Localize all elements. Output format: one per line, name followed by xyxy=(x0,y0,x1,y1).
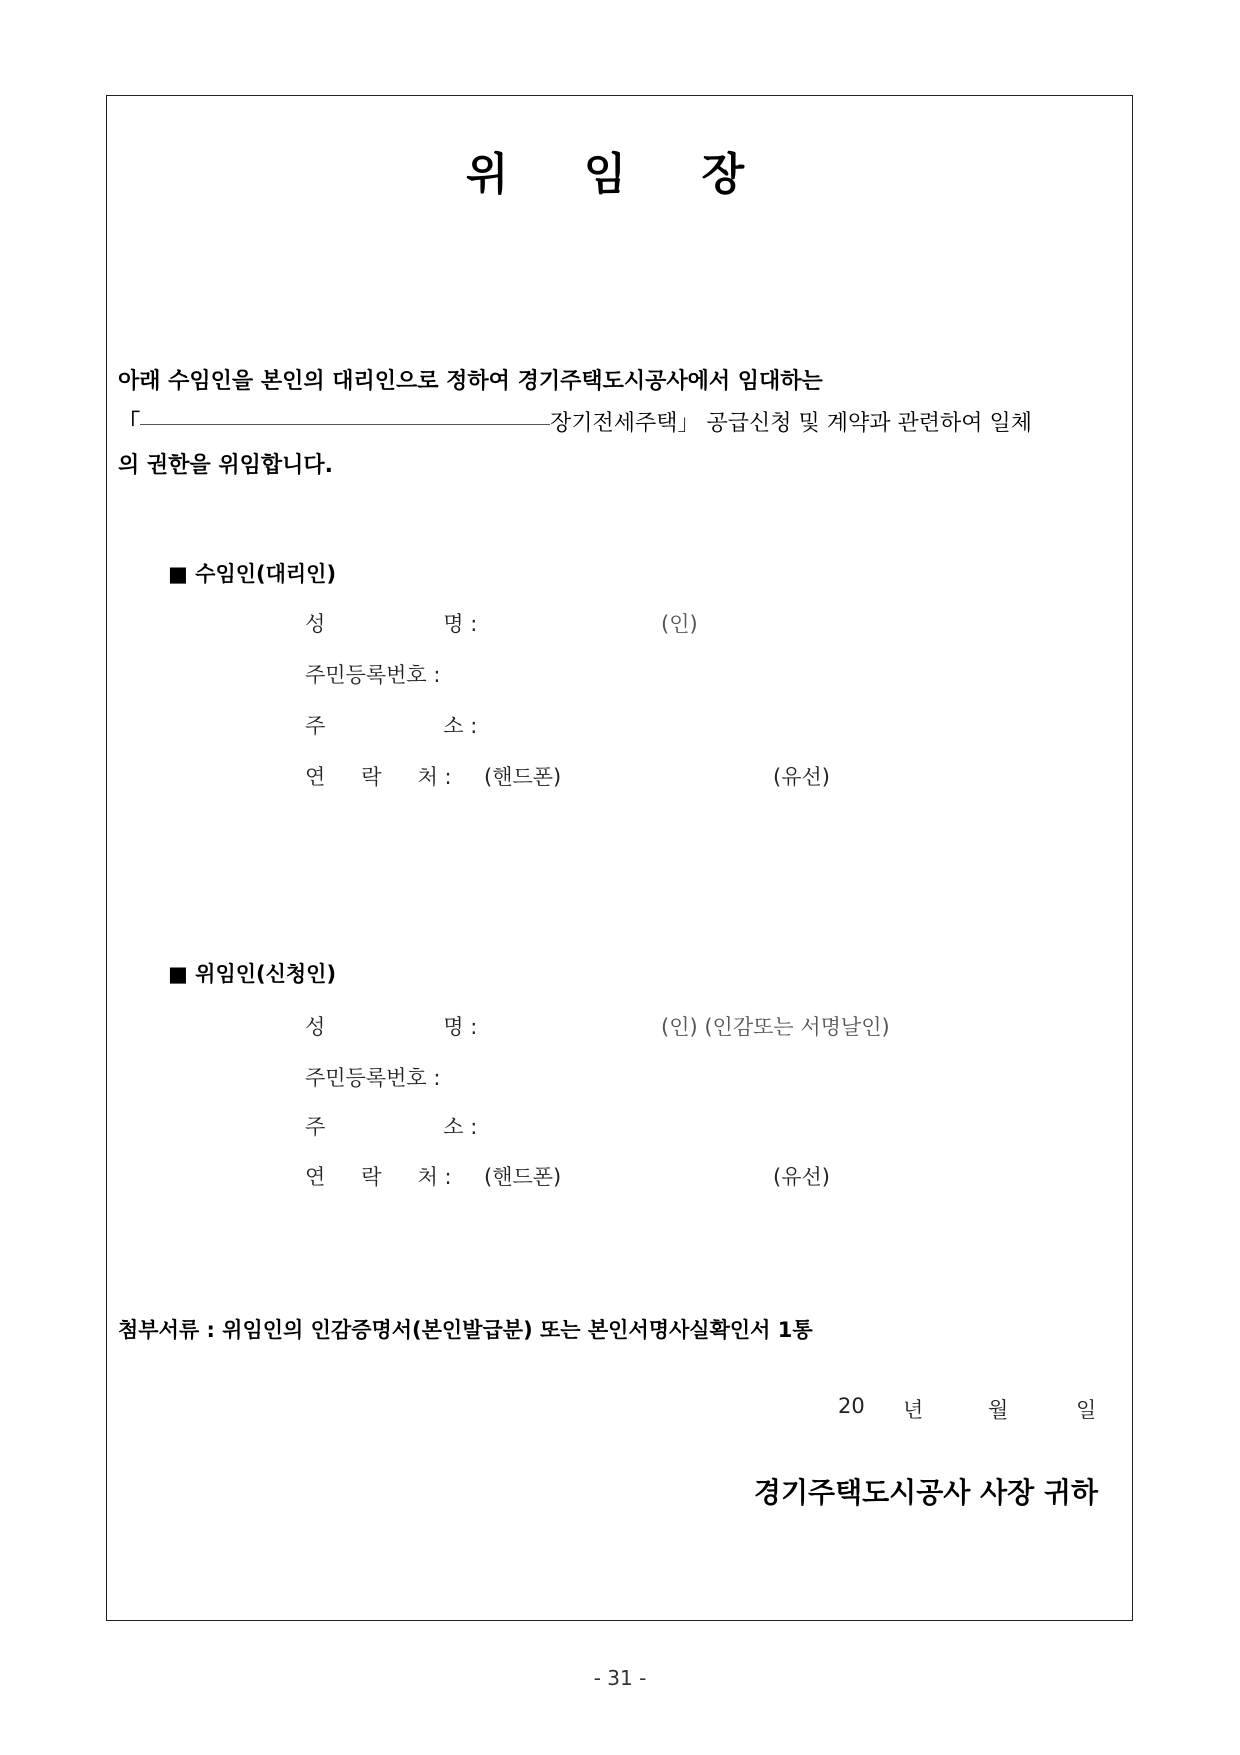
principal-landline: (유선) xyxy=(773,1165,830,1189)
date-month-unit: 월 xyxy=(988,1398,1009,1422)
principal-heading: ■ 위임인(신청인) xyxy=(168,962,337,986)
housing-name-blank[interactable] xyxy=(140,406,550,425)
proxy-name-label: 성 명 : xyxy=(305,612,478,636)
principal-seal: (인) (인감또는 서명날인) xyxy=(661,1015,890,1039)
principal-addr-label: 주 소 : xyxy=(305,1115,478,1139)
intro-line-2-text: 장기전세주택」 공급신청 및 계약과 관련하여 일체 xyxy=(550,411,1033,436)
date-day-unit: 일 xyxy=(1076,1398,1097,1422)
proxy-mobile: (핸드폰) xyxy=(484,765,562,789)
proxy-heading: ■ 수임인(대리인) xyxy=(168,562,337,586)
intro-line-3: 의 권한을 위임합니다. xyxy=(118,453,333,478)
intro-line-2 xyxy=(118,406,1120,437)
principal-mobile: (핸드폰) xyxy=(484,1165,562,1189)
addressee: 경기주택도시공사 사장 귀하 xyxy=(753,1476,1098,1509)
proxy-seal: (인) xyxy=(661,612,698,636)
date-year: 20 xyxy=(838,1394,865,1418)
proxy-contact-label: 연 락 처 : xyxy=(305,765,452,789)
proxy-addr-label: 주 소 : xyxy=(305,714,478,738)
page-number: - 31 - xyxy=(593,1666,647,1690)
principal-name-label: 성 명 : xyxy=(305,1015,478,1039)
intro-line-1: 아래 수임인을 본인의 대리인으로 정하여 경기주택도시공사에서 임대하는 xyxy=(118,369,823,394)
principal-id-label: 주민등록번호 : xyxy=(305,1066,441,1090)
attachment-note: 첨부서류 : 위임인의 인감증명서(본인발급분) 또는 본인서명사실확인서 1통 xyxy=(118,1318,813,1342)
proxy-landline: (유선) xyxy=(773,765,830,789)
proxy-id-label: 주민등록번호 : xyxy=(305,663,441,687)
document-title: 위 임 장 xyxy=(465,149,775,200)
bracket-open: 「 xyxy=(118,411,141,436)
principal-contact-label: 연 락 처 : xyxy=(305,1165,452,1189)
form-border xyxy=(106,95,1133,1621)
date-year-unit: 년 xyxy=(903,1398,924,1422)
